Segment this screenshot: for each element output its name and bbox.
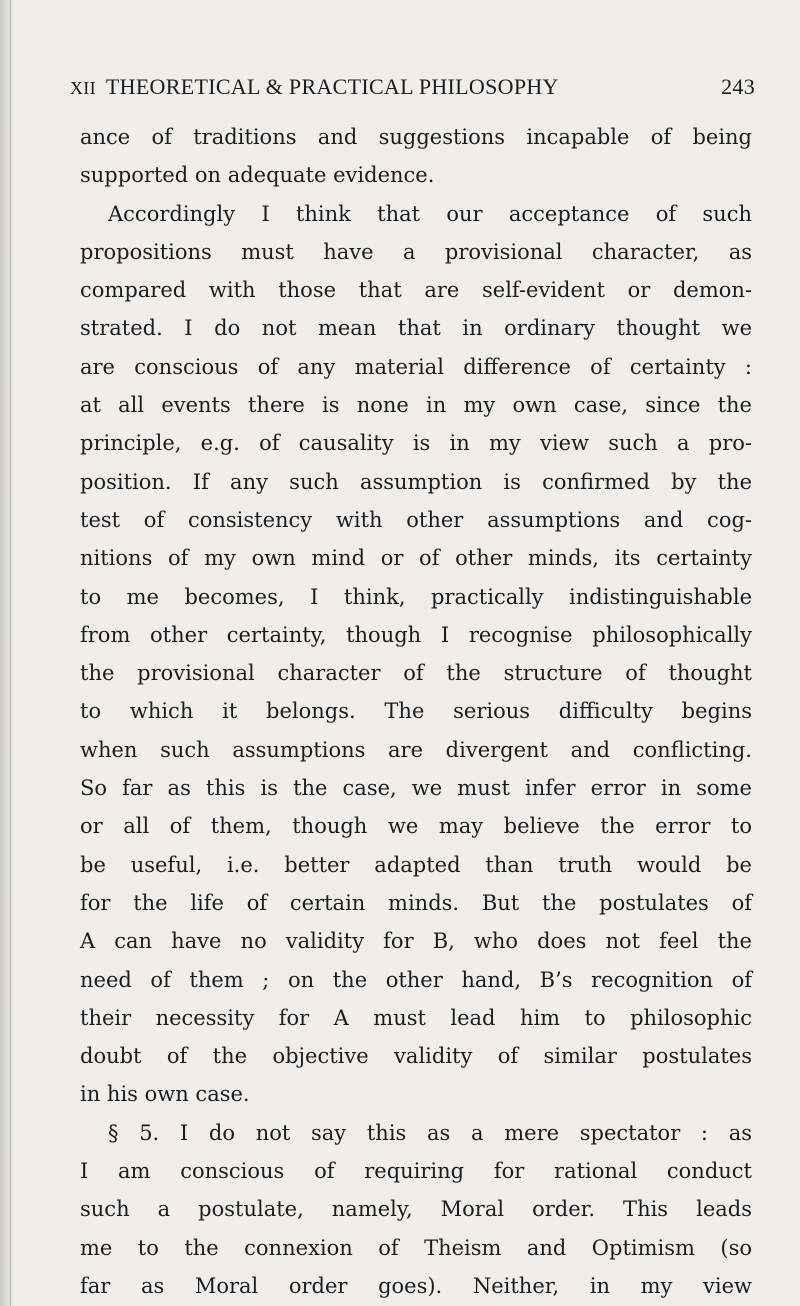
text-line: nitions of my own mind or of other minds, its certainty: [80, 546, 752, 571]
text-line: to me becomes, I think, practically indistinguishable: [80, 584, 752, 609]
text-line: or all of them, though we may believe the error to: [80, 814, 752, 839]
text-line: I am conscious of requiring for rational conduct: [80, 1159, 752, 1184]
text-line: strated. I do not mean that in ordinary thought we: [80, 316, 752, 341]
text-line: for the life of certain minds. But the postulates of: [80, 890, 752, 915]
text-line: from other certainty, though I recognise philosophically: [80, 622, 752, 647]
running-head: [70, 74, 755, 104]
running-head-left: [70, 74, 559, 100]
text-line: compared with those that are self-evident or demon-: [80, 278, 752, 303]
text-line: principle, e.g. of causality is in my view such a pro-: [80, 431, 752, 456]
text-line: me to the connexion of Theism and Optimism (so: [80, 1235, 752, 1260]
text-line: position. If any such assumption is confirmed by the: [80, 469, 752, 494]
text-line: in his own case.: [80, 1082, 250, 1107]
body-text: [80, 118, 752, 1305]
text-line: Accordingly I think that our acceptance of such: [108, 201, 752, 226]
book-page: [70, 74, 755, 1305]
text-line: are conscious of any material difference of certainty :: [80, 354, 752, 379]
running-title: THEORETICAL & PRACTICAL PHILOSOPHY: [105, 74, 559, 99]
text-line: supported on adequate evidence.: [80, 163, 435, 188]
text-line: doubt of the objective validity of similar postulates: [80, 1044, 752, 1069]
text-line: A can have no validity for B, who does not feel the: [80, 929, 752, 954]
text-line: at all events there is none in my own case, since the: [80, 393, 752, 418]
text-line: propositions must have a provisional character, as: [80, 239, 752, 264]
text-line: such a postulate, namely, Moral order. This leads: [80, 1197, 752, 1222]
text-line: the provisional character of the structure of thought: [80, 661, 752, 686]
chapter-number: XII: [70, 78, 96, 98]
text-line: their necessity for A must lead him to philosophic: [80, 1005, 752, 1030]
text-line: § 5. I do not say this as a mere spectator : as: [108, 1120, 752, 1145]
text-line: test of consistency with other assumptions and cog-: [80, 507, 752, 532]
text-line: when such assumptions are divergent and conflicting.: [80, 737, 752, 762]
page-binding-edge: [0, 0, 14, 1306]
page-number: 243: [721, 74, 755, 99]
text-line: be useful, i.e. better adapted than truth would be: [80, 852, 752, 877]
text-line: to which it belongs. The serious difficulty begins: [80, 699, 752, 724]
page-binding-line: [10, 0, 11, 1306]
text-line: So far as this is the case, we must infer error in some: [80, 776, 752, 801]
text-line: need of them ; on the other hand, B’s recognition of: [80, 967, 752, 992]
text-line: ance of traditions and suggestions incapable of being: [80, 125, 752, 149]
text-line: far as Moral order goes). Neither, in my view: [80, 1273, 752, 1298]
